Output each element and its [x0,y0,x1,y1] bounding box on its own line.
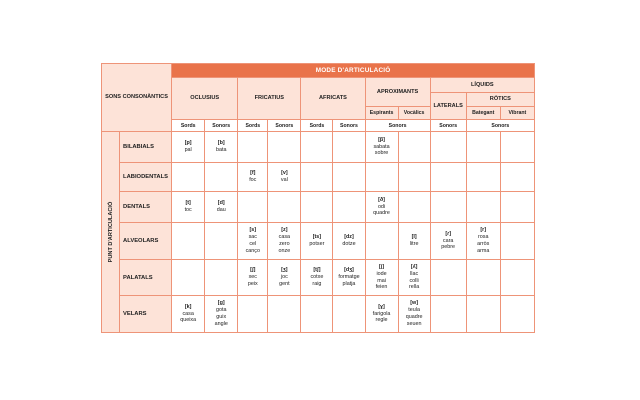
phoneme-cell [333,192,365,223]
phoneme-symbol: [v] [281,170,288,177]
row-label: LABIODENTALS [120,163,172,192]
phoneme-cell [172,192,205,223]
phoneme-cell [333,132,365,163]
phoneme-symbol: [ʒ] [281,267,288,274]
phoneme-cell [398,163,430,192]
phoneme-symbol: [dʒ] [344,267,354,274]
sonors-aproximants: Sonors [365,120,430,132]
phoneme-symbol: [ɾ] [445,230,452,237]
phoneme-cell [268,296,301,333]
phoneme-cell [205,223,238,260]
example-word: mai [377,277,386,284]
mode-articulacio-header: MODE D'ARTICULACIÓ [172,64,535,78]
example-word: feien [375,284,388,291]
example-word: sac [248,234,257,241]
phoneme-symbol: [l] [411,234,417,241]
fricatius-header: FRICATIUS [238,78,301,120]
punt-articulacio-header [102,132,120,333]
phoneme-cell [172,163,205,192]
example-word: arma [477,247,490,254]
phoneme-cell [466,296,500,333]
phoneme-cell [238,223,268,260]
example-word: rosa [477,234,489,241]
phoneme-symbol: [ʎ] [410,263,418,270]
example-word: dotze [342,241,356,247]
africats-header: AFRICATS [301,78,365,120]
example-word: guix [216,314,227,320]
example-word: litre [409,241,419,247]
phoneme-symbol: [z] [281,227,288,234]
example-word: bata [215,147,227,153]
table-row [102,132,535,163]
phoneme-cell [301,260,333,296]
phoneme-cell [301,192,333,223]
oclusius-header: OCLUSIUS [172,78,238,120]
phoneme-cell [466,132,500,163]
liquids-header: LÍQUIDS [430,78,534,93]
example-word: dau [216,207,226,213]
phoneme-cell [466,192,500,223]
example-word: cel [249,241,257,247]
example-word: platja [342,280,356,287]
empty-cell [500,296,534,333]
phoneme-symbol: [r] [480,227,487,234]
phoneme-cell [466,223,500,260]
phoneme-cell [172,223,205,260]
phoneme-cell [238,163,268,192]
phoneme-cell [365,163,398,192]
phoneme-cell [365,223,398,260]
phoneme-cell [238,260,268,296]
phoneme-cell [268,192,301,223]
phoneme-symbol: [ð] [378,196,385,203]
example-word: casa [182,310,194,317]
espirants-header: Espirants [365,107,398,120]
phoneme-cell [268,132,301,163]
example-word: toc [184,207,192,213]
phoneme-cell [365,296,398,333]
phoneme-cell [430,296,466,333]
phoneme-symbol: [ʃ] [250,267,256,274]
laterals-header: LATERALS [430,93,466,120]
phoneme-cell [466,260,500,296]
phoneme-symbol: [f] [250,170,256,177]
phoneme-symbol: [j] [379,263,385,270]
phoneme-cell [466,163,500,192]
phoneme-cell [333,296,365,333]
example-word: onze [278,247,291,254]
vibrant-header: Vibrant [500,107,534,120]
phoneme-cell [365,192,398,223]
table-row [102,163,535,192]
example-word: sobre [374,150,389,157]
empty-cell [500,163,534,192]
example-word: gota [215,307,227,314]
example-word: val [280,177,288,183]
example-word: casa [278,234,291,241]
example-word: raig [312,280,322,287]
phoneme-cell [268,260,301,296]
phoneme-cell [301,163,333,192]
phoneme-cell [268,223,301,260]
example-word: zero [279,241,290,247]
phoneme-symbol: [g] [217,300,225,307]
phoneme-cell [205,132,238,163]
phoneme-cell [238,296,268,333]
empty-cell [500,192,534,223]
phoneme-cell [430,260,466,296]
example-word: iode [376,270,387,277]
sonors-laterals: Sonors [430,120,466,132]
phoneme-cell [430,192,466,223]
phoneme-symbol: [w] [410,300,418,307]
phoneme-cell [430,163,466,192]
phoneme-cell [205,260,238,296]
phoneme-cell [430,132,466,163]
phoneme-cell [238,192,268,223]
phoneme-symbol: [β] [378,136,385,143]
example-word: pebre [441,244,456,251]
table-row [102,296,535,333]
sonors-rotics: Sonors [466,120,534,132]
vocalics-header: Vocàlics [398,107,430,120]
phoneme-cell [398,192,430,223]
example-word: arròs [477,241,490,247]
rotics-header: RÒTICS [466,93,534,107]
example-word: canço [245,247,260,254]
phoneme-cell [398,296,430,333]
example-word: teula [408,307,420,314]
phoneme-symbol: [p] [184,140,192,147]
table-row [102,223,535,260]
row-label: ALVEOLARS [120,223,172,260]
example-word: llac [410,270,419,277]
example-word: xec [248,274,257,281]
phoneme-symbol: [s] [249,227,257,234]
phoneme-symbol: [ts] [312,234,322,241]
bategant-header: Bategant [466,107,500,120]
example-word: rella [409,284,420,291]
phoneme-cell [333,223,365,260]
phoneme-cell [333,260,365,296]
example-word: regle [375,317,388,324]
phoneme-cell [301,296,333,333]
sonors-africats: Sonors [333,120,365,132]
example-word: joc [280,274,288,281]
phoneme-cell [172,132,205,163]
table-row [102,260,535,296]
example-word: colli [409,277,419,284]
sords-fricatius: Sords [238,120,268,132]
example-word: gent [279,280,290,287]
table-row [102,192,535,223]
empty-cell [500,260,534,296]
phoneme-cell [172,260,205,296]
phoneme-symbol: [d] [217,200,225,207]
sords-africats: Sords [301,120,333,132]
example-word: angle [214,320,228,327]
phoneme-cell [205,192,238,223]
row-label: BILABIALS [120,132,172,163]
phoneme-cell [430,223,466,260]
example-word: foc [249,177,257,183]
phoneme-cell [301,132,333,163]
phoneme-symbol: [b] [217,140,225,147]
example-word: seuen [406,320,422,327]
example-word: quadre [405,314,423,320]
phoneme-symbol: [dz] [344,234,354,241]
phoneme-cell [268,163,301,192]
phoneme-cell [205,163,238,192]
sords-oclusius: Sords [172,120,205,132]
aproximants-header: APROXIMANTS [365,78,430,107]
punt-articulacio-label: PUNT D'ARTICULACIÓ [107,201,114,263]
example-word: queixa [180,317,197,324]
phoneme-cell [365,260,398,296]
phoneme-cell [333,163,365,192]
example-word: farigola [372,310,391,317]
row-label: DENTALS [120,192,172,223]
phoneme-cell [205,296,238,333]
example-word: peix [247,280,258,287]
example-word: cotxe [310,274,324,281]
sons-consonantics-header: SONS CONSONÀNTICS [102,64,172,132]
example-word: quadre [373,210,390,217]
empty-cell [500,132,534,163]
phoneme-cell [398,223,430,260]
sonors-oclusius: Sonors [205,120,238,132]
sonors-fricatius: Sonors [268,120,301,132]
row-label: VELARS [120,296,172,333]
row-label: PALATALS [120,260,172,296]
phoneme-cell [398,260,430,296]
example-word: formatge [338,274,360,281]
phoneme-cell [398,132,430,163]
phoneme-symbol: [k] [184,303,192,310]
example-word: potser [309,241,325,247]
empty-cell [500,223,534,260]
phoneme-symbol: [t] [185,200,191,207]
example-word: pal [184,147,192,153]
phoneme-cell [172,296,205,333]
consonant-table [101,63,535,333]
phoneme-symbol: [tʃ] [313,267,321,274]
example-word: odi [377,203,386,210]
phoneme-cell [238,132,268,163]
phoneme-symbol: [ɣ] [378,303,385,310]
example-word: cara [442,237,454,244]
phoneme-cell [301,223,333,260]
phoneme-cell [365,132,398,163]
example-word: sabata [373,143,390,150]
